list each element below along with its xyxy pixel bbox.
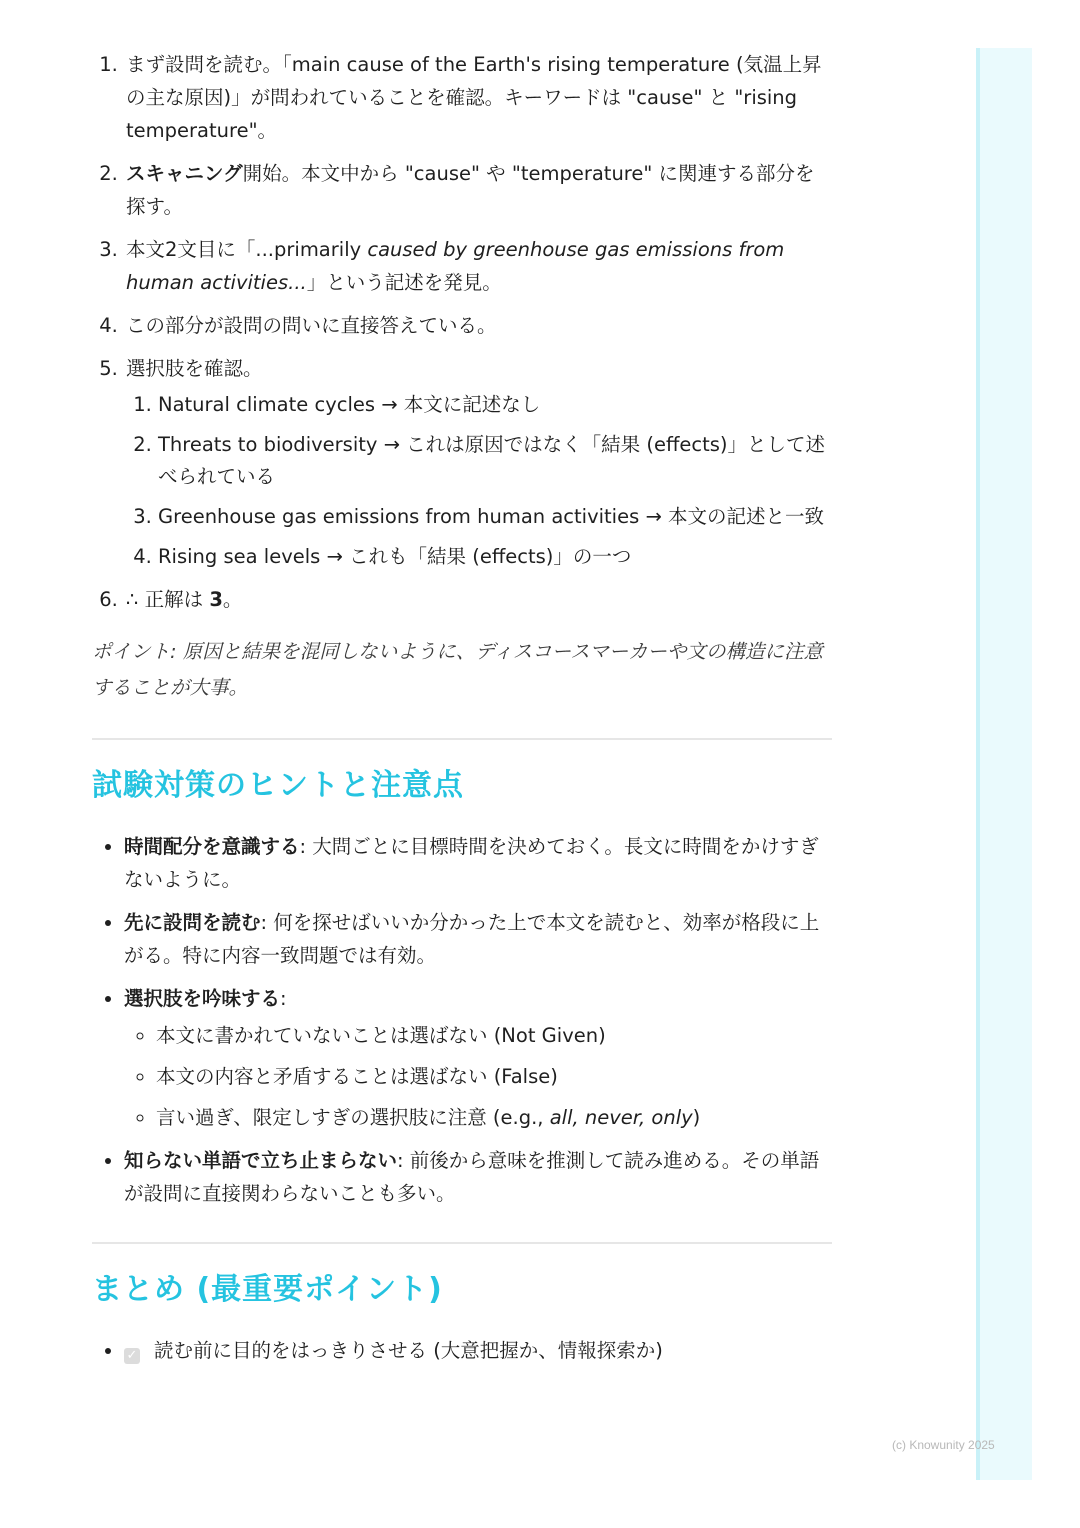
tip-item: • 知らない単語で立ち止まらない: 前後から意味を推測して読み進める。その単語が設問に直接関わらないことも多い。 [124, 1144, 832, 1210]
step-6: 6. ∴ 正解は 3。 [124, 583, 832, 616]
tip-item: • 時間配分を意識する: 大問ごとに目標時間を決めておく。長文に時間をかけすぎないように。 [124, 830, 832, 896]
summary-heading: まとめ (最重要ポイント) [92, 1272, 443, 1307]
subtip-item: ◦ 本文の内容と矛盾することは選ばない (False) [156, 1060, 832, 1093]
summary-item: • ✓ 読む前に目的をはっきりさせる (大意把握か、情報探索か) [124, 1334, 832, 1367]
footer-copyright: (c) Knowunity 2025 [892, 1438, 995, 1452]
option-4: 4. Rising sea levels → これも「結果 (effects)」の一つ [158, 541, 832, 573]
subtip-item: ◦ 言い過ぎ、限定しすぎの選択肢に注意 (e.g., all, never, only) [156, 1101, 832, 1134]
section-divider [92, 738, 832, 740]
tips-heading: 試験対策のヒントと注意点 [92, 768, 464, 803]
option-2: 2. Threats to biodiversity → これは原因ではなく「結果 (effects)」として述べられている [158, 429, 832, 493]
subtips-list [124, 1019, 832, 1134]
step-3: 3. 本文2文目に「...primarily caused by greenhouse gas emissions from human activities...」という記述を発見。 [124, 233, 832, 299]
point-note: ポイント: 原因と結果を混同しないように、ディスコースマーカーや文の構造に注意することが大事。 [92, 640, 823, 699]
options-list [126, 389, 832, 573]
step-5: 5. 選択肢を確認。 1. Natural climate cycles → 本文に記述なし 2. Threats to biodiversity → これは原因ではなく「結果 (effects)」として述べられている 3. Greenhouse gas emissions from human activities → 本文の記述と一致 4. Rising sea levels → これも「結果 (effects)」の一つ [124, 352, 832, 573]
option-3: 3. Greenhouse gas emissions from human activities → 本文の記述と一致 [158, 501, 832, 533]
subtip-item: ◦ 本文に書かれていないことは選ばない (Not Given) [156, 1019, 832, 1052]
tips-list [92, 830, 832, 1210]
page-content [92, 48, 832, 1377]
tip-item: • 選択肢を吟味する: ◦ 本文に書かれていないことは選ばない (Not Given) ◦ 本文の内容と矛盾することは選ばない (False) ◦ 言い過ぎ、限定しすぎの選択肢に注意 (e.g., all, never, only) [124, 982, 832, 1134]
checkbox-checked-icon[interactable]: ✓ [124, 1348, 140, 1364]
step-1: 1. まず設問を読む。「main cause of the Earth's rising temperature (気温上昇の主な原因)」が問われていることを確認。キーワードは "cause" と "rising temperature"。 [124, 48, 832, 147]
sidebar-decoration [976, 48, 1032, 1480]
tip-item: • 先に設問を読む: 何を探せばいいか分かった上で本文を読むと、効率が格段に上がる。特に内容一致問題では有効。 [124, 906, 832, 972]
step-2: 2. スキャニング開始。本文中から "cause" や "temperature" に関連する部分を探す。 [124, 157, 832, 223]
section-divider [92, 1242, 832, 1244]
steps-list [92, 48, 832, 616]
step-4: 4. この部分が設問の問いに直接答えている。 [124, 309, 832, 342]
summary-list [92, 1334, 832, 1367]
option-1: 1. Natural climate cycles → 本文に記述なし [158, 389, 832, 421]
